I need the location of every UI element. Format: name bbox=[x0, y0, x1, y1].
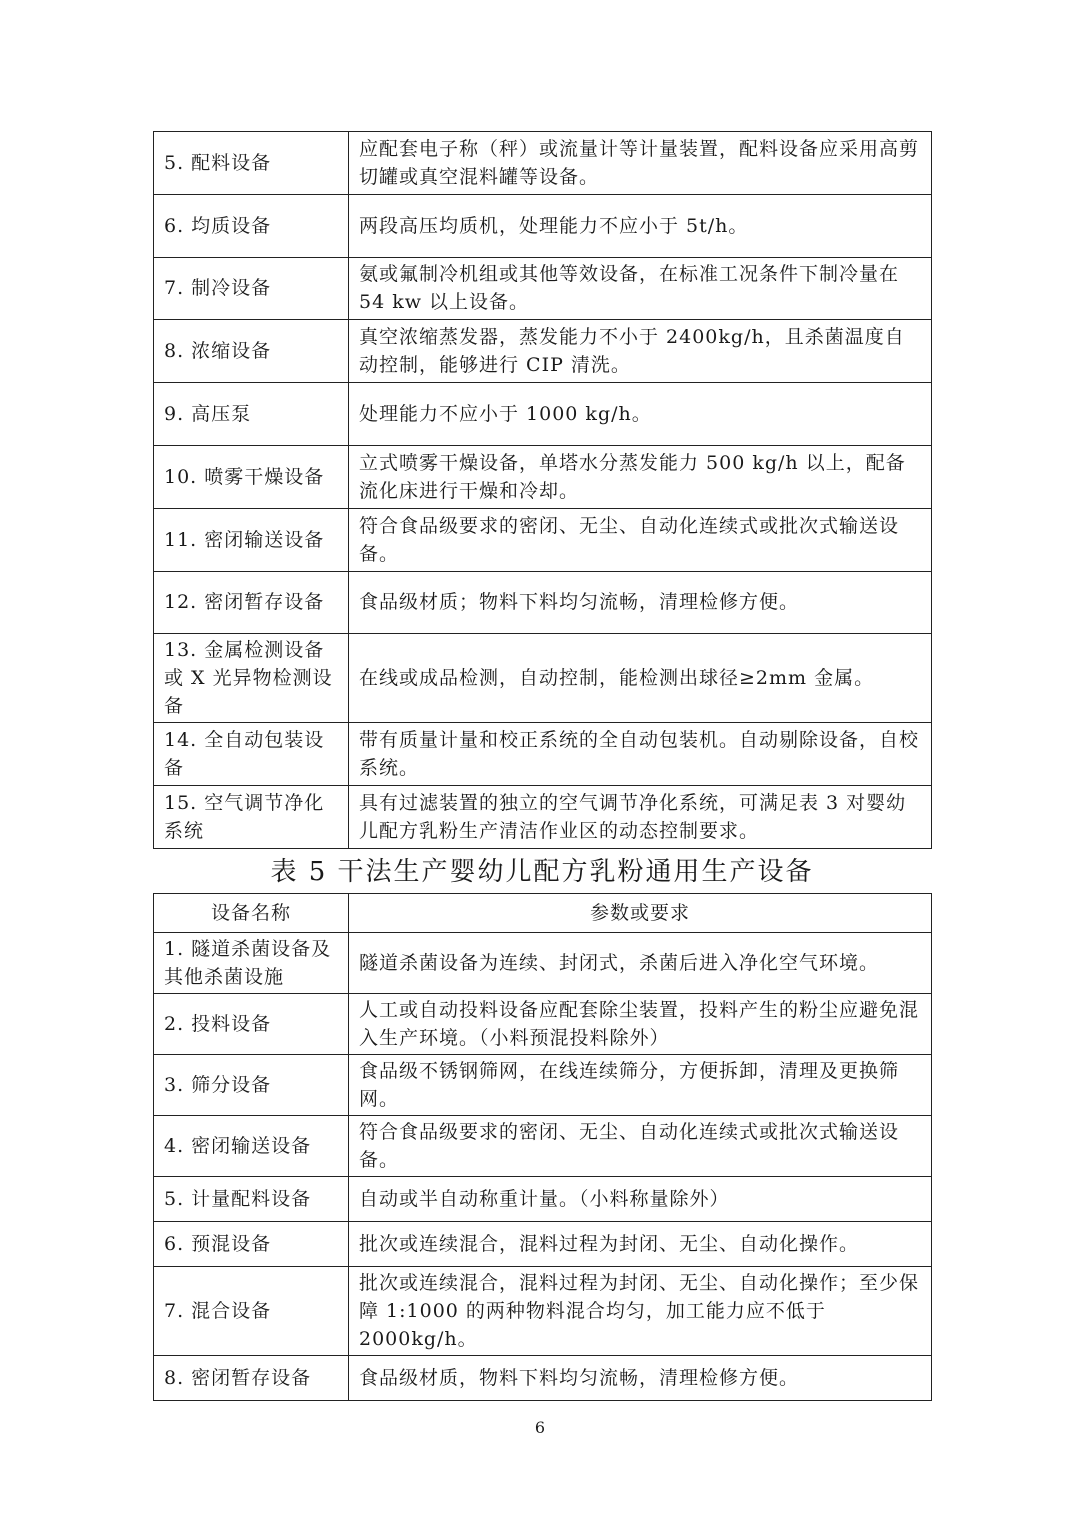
equipment-name: 12. 密闭暂存设备 bbox=[154, 571, 349, 634]
table-row bbox=[154, 194, 932, 257]
equipment-requirement: 真空浓缩蒸发器，蒸发能力不小于 2400kg/h，且杀菌温度自动控制，能够进行 CIP 清洗。 bbox=[349, 320, 932, 383]
equipment-name: 8. 密闭暂存设备 bbox=[154, 1356, 349, 1401]
equipment-name: 10. 喷雾干燥设备 bbox=[154, 445, 349, 508]
dry-process-equipment-table bbox=[153, 893, 932, 1401]
equipment-name: 2. 投料设备 bbox=[154, 994, 349, 1055]
table-row bbox=[154, 933, 932, 994]
equipment-requirement: 隧道杀菌设备为连续、封闭式，杀菌后进入净化空气环境。 bbox=[349, 933, 932, 994]
equipment-name: 13. 金属检测设备或 X 光异物检测设备 bbox=[154, 634, 349, 723]
table-row bbox=[154, 445, 932, 508]
equipment-requirement: 具有过滤装置的独立的空气调节净化系统，可满足表 3 对婴幼儿配方乳粉生产清洁作业区的动态控制要求。 bbox=[349, 786, 932, 849]
column-header-requirement: 参数或要求 bbox=[349, 894, 932, 933]
equipment-name: 11. 密闭输送设备 bbox=[154, 508, 349, 571]
table-row bbox=[154, 508, 932, 571]
column-header-name: 设备名称 bbox=[154, 894, 349, 933]
equipment-name: 6. 预混设备 bbox=[154, 1222, 349, 1267]
equipment-requirement: 在线或成品检测，自动控制，能检测出球径≥2mm 金属。 bbox=[349, 634, 932, 723]
equipment-name: 9. 高压泵 bbox=[154, 383, 349, 446]
equipment-requirement: 处理能力不应小于 1000 kg/h。 bbox=[349, 383, 932, 446]
equipment-requirement: 氨或氟制冷机组或其他等效设备，在标准工况条件下制冷量在 54 kw 以上设备。 bbox=[349, 257, 932, 320]
equipment-requirement: 食品级材质，物料下料均匀流畅，清理检修方便。 bbox=[349, 1356, 932, 1401]
table-title: 表 5 干法生产婴幼儿配方乳粉通用生产设备 bbox=[270, 857, 814, 887]
table-row bbox=[154, 571, 932, 634]
equipment-name: 5. 配料设备 bbox=[154, 132, 349, 195]
table-header-row bbox=[154, 894, 932, 933]
table-row bbox=[154, 132, 932, 195]
equipment-requirement: 批次或连续混合，混料过程为封闭、无尘、自动化操作；至少保障 1:1000 的两种物料混合均匀，加工能力应不低于 2000kg/h。 bbox=[349, 1267, 932, 1356]
equipment-requirement: 立式喷雾干燥设备，单塔水分蒸发能力 500 kg/h 以上，配备流化床进行干燥和冷却。 bbox=[349, 445, 932, 508]
equipment-requirement: 符合食品级要求的密闭、无尘、自动化连续式或批次式输送设备。 bbox=[349, 1116, 932, 1177]
equipment-name: 7. 混合设备 bbox=[154, 1267, 349, 1356]
table-row bbox=[154, 1116, 932, 1177]
equipment-requirement: 食品级不锈钢筛网，在线连续筛分，方便拆卸，清理及更换筛网。 bbox=[349, 1055, 932, 1116]
table-row bbox=[154, 634, 932, 723]
table-row bbox=[154, 1055, 932, 1116]
page-number: 6 bbox=[534, 1418, 546, 1437]
table-row bbox=[154, 320, 932, 383]
equipment-requirement: 两段高压均质机，处理能力不应小于 5t/h。 bbox=[349, 194, 932, 257]
table-row bbox=[154, 1222, 932, 1267]
table-row bbox=[154, 1356, 932, 1401]
equipment-name: 7. 制冷设备 bbox=[154, 257, 349, 320]
table-row bbox=[154, 383, 932, 446]
equipment-requirement: 符合食品级要求的密闭、无尘、自动化连续式或批次式输送设备。 bbox=[349, 508, 932, 571]
equipment-requirement: 带有质量计量和校正系统的全自动包装机。自动剔除设备，自校系统。 bbox=[349, 723, 932, 786]
equipment-requirement: 食品级材质；物料下料均匀流畅，清理检修方便。 bbox=[349, 571, 932, 634]
equipment-table-continued bbox=[153, 131, 932, 849]
equipment-requirement: 应配套电子称（秤）或流量计等计量装置，配料设备应采用高剪切罐或真空混料罐等设备。 bbox=[349, 132, 932, 195]
equipment-name: 3. 筛分设备 bbox=[154, 1055, 349, 1116]
equipment-name: 15. 空气调节净化系统 bbox=[154, 786, 349, 849]
equipment-requirement: 自动或半自动称重计量。（小料称量除外） bbox=[349, 1177, 932, 1222]
table-row bbox=[154, 723, 932, 786]
table-row bbox=[154, 994, 932, 1055]
table-row bbox=[154, 786, 932, 849]
equipment-name: 6. 均质设备 bbox=[154, 194, 349, 257]
equipment-requirement: 批次或连续混合，混料过程为封闭、无尘、自动化操作。 bbox=[349, 1222, 932, 1267]
table-row bbox=[154, 1177, 932, 1222]
equipment-name: 14. 全自动包装设备 bbox=[154, 723, 349, 786]
table-row bbox=[154, 1267, 932, 1356]
equipment-requirement: 人工或自动投料设备应配套除尘装置，投料产生的粉尘应避免混入生产环境。（小料预混投料除外） bbox=[349, 994, 932, 1055]
equipment-name: 1. 隧道杀菌设备及其他杀菌设施 bbox=[154, 933, 349, 994]
equipment-name: 8. 浓缩设备 bbox=[154, 320, 349, 383]
equipment-name: 5. 计量配料设备 bbox=[154, 1177, 349, 1222]
table-row bbox=[154, 257, 932, 320]
equipment-name: 4. 密闭输送设备 bbox=[154, 1116, 349, 1177]
